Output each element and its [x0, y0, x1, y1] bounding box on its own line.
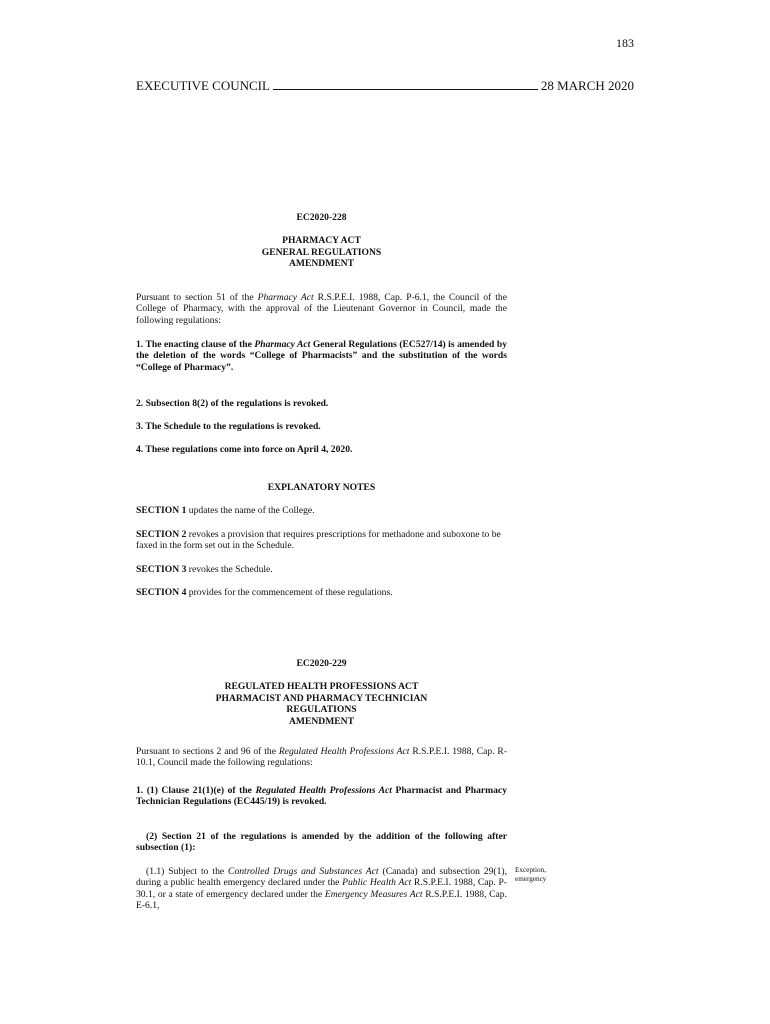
ec229-intro-a: Pursuant to sections 2 and 96 of the — [136, 746, 279, 757]
running-header — [136, 78, 634, 94]
note-2-label: SECTION 2 — [136, 529, 187, 540]
ec228-title-2: GENERAL REGULATIONS — [261, 246, 382, 258]
ec229-item-3 — [136, 866, 507, 912]
ec229-item1-act: Regulated Health Professions Act — [255, 785, 392, 796]
ec229-title-3: REGULATIONS — [286, 704, 357, 716]
note-1-label: SECTION 1 — [136, 505, 187, 516]
ec229-item3-act2: Public Health Act — [342, 877, 412, 889]
ec228-item1-b: General Regulations (EC527/14) is amended by the deletion of the words “College of Pharmacists” and the substitution of the words “College of Pharmacy”. — [136, 339, 507, 373]
header-right: 28 MARCH 2020 — [540, 78, 634, 93]
ec228-intro — [136, 292, 507, 326]
ec229-heading — [136, 658, 507, 727]
ec228-item-2: 2. Subsection 8(2) of the regulations is revoked. — [136, 398, 329, 409]
ec229-title-1: REGULATED HEALTH PROFESSIONS ACT — [224, 681, 419, 693]
ec228-item-3: 3. The Schedule to the regulations is revoked. — [136, 421, 321, 432]
note-4-label: SECTION 4 — [136, 587, 187, 598]
ec229-item3-c: R.S.P.E.I. 1988, Cap. P-30.1, or a state of emergency declared under the — [136, 877, 507, 900]
ec229-title-2: PHARMACIST AND PHARMACY TECHNICIAN — [215, 692, 428, 704]
ec228-intro-a: Pursuant to section 51 of the — [136, 292, 258, 303]
header-left: EXECUTIVE COUNCIL — [136, 78, 270, 93]
ec229-number: EC2020-229 — [296, 658, 347, 669]
ec229-item1-b: Pharmacist and Pharmacy Technician Regulations (EC445/19) is revoked. — [136, 785, 507, 808]
note-3-label: SECTION 3 — [136, 564, 187, 575]
ec228-heading — [136, 212, 507, 270]
ec228-item1-a: 1. The enacting clause of the — [136, 339, 255, 350]
note-2-text: revokes a provision that requires prescriptions for methadone and suboxone to be faxed in the form set out in the Schedule. — [136, 529, 501, 552]
ec229-item1-a: 1. (1) Clause 21(1)(e) of the — [136, 785, 256, 796]
ec228-note-3 — [136, 564, 507, 575]
ec229-item3-a: (1.1) Subject to the — [146, 866, 229, 877]
note-1-text: updates the name of the College. — [186, 505, 315, 516]
ec229-intro — [136, 746, 507, 769]
ec228-item-1 — [136, 339, 507, 373]
ec229-item3-b: (Canada) and subsection 29(1), during a public health emergency declared under the — [136, 866, 507, 889]
ec228-notes-title: EXPLANATORY NOTES — [267, 482, 376, 493]
ec228-title-1: PHARMACY ACT — [282, 235, 361, 247]
ec228-note-2 — [136, 529, 507, 552]
margin-note: Exception, emergency — [515, 866, 547, 883]
ec228-note-1 — [136, 505, 507, 516]
ec228-item1-act: Pharmacy Act — [254, 339, 311, 350]
ec229-title-4: AMENDMENT — [288, 715, 355, 727]
ec229-item-2: (2) Section 21 of the regulations is amended by the addition of the following after subsection (1): — [136, 831, 507, 854]
page-number: 183 — [616, 36, 634, 50]
ec228-title-3: AMENDMENT — [288, 258, 355, 270]
ec229-item3-act3: Emergency Measures Act — [324, 888, 423, 900]
ec228-intro-act: Pharmacy Act — [257, 292, 314, 303]
ec228-intro-b: R.S.P.E.I. 1988, Cap. P-6.1, the Council of the College of Pharmacy, with the approval of the Lieutenant Governor in Council, made the following regulations: — [136, 292, 507, 326]
ec228-number: EC2020-228 — [296, 212, 347, 223]
ec229-item3-d: R.S.P.E.I. 1988, Cap. E-6.1, — [136, 888, 508, 912]
note-4-text: provides for the commencement of these regulations. — [186, 587, 393, 598]
ec229-intro-act: Regulated Health Professions Act — [278, 746, 410, 757]
ec229-intro-b: R.S.P.E.I. 1988, Cap. R-10.1, Council made the following regulations: — [136, 746, 508, 769]
ec228-item-4: 4. These regulations come into force on April 4, 2020. — [136, 444, 353, 455]
ec229-item-1 — [136, 785, 507, 808]
ec229-item3-act1: Controlled Drugs and Substances Act — [228, 866, 379, 877]
header-rule — [273, 80, 538, 90]
note-3-text: revokes the Schedule. — [186, 564, 273, 575]
ec228-note-4 — [136, 587, 507, 598]
